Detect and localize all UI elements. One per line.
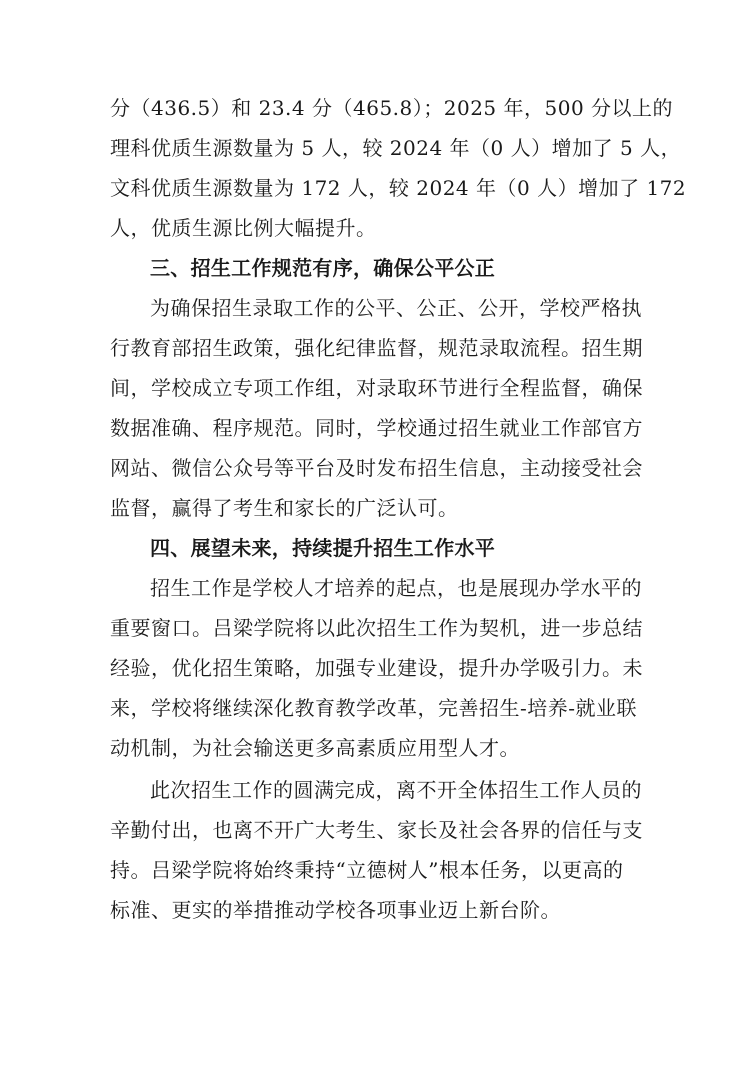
paragraph-line: 辛勤付出，也离不开广大考生、家长及社会各界的信任与支	[110, 818, 643, 842]
paragraph-line: 此次招生工作的圆满完成，离不开全体招生工作人员的	[150, 778, 642, 802]
paragraph-line: 重要窗口。吕梁学院将以此次招生工作为契机，进一步总结	[110, 616, 643, 640]
paragraph-line: 人，优质生源比例大幅提升。	[110, 216, 377, 240]
section-heading-3: 三、招生工作规范有序，确保公平公正	[150, 256, 496, 280]
paragraph-line: 标准、更实的举措推动学校各项事业迈上新台阶。	[110, 898, 561, 922]
paragraph-line: 动机制，为社会输送更多高素质应用型人才。	[110, 736, 520, 760]
paragraph-line: 行教育部招生政策，强化纪律监督，规范录取流程。招生期	[110, 336, 643, 360]
paragraph-line: 间，学校成立专项工作组，对录取环节进行全程监督，确保	[110, 376, 643, 400]
paragraph-line: 持。吕梁学院将始终秉持“立德树人”根本任务，以更高的	[110, 858, 624, 882]
paragraph-line: 经验，优化招生策略，加强专业建设，提升办学吸引力。未	[110, 656, 643, 680]
paragraph-line: 理科优质生源数量为 5 人，较 2024 年（0 人）增加了 5 人，	[110, 136, 682, 160]
paragraph-line: 数据准确、程序规范。同时，学校通过招生就业工作部官方	[110, 416, 643, 440]
paragraph-line: 文科优质生源数量为 172 人，较 2024 年（0 人）增加了 172	[110, 176, 687, 200]
section-heading-4: 四、展望未来，持续提升招生工作水平	[150, 536, 496, 560]
paragraph-line: 分（436.5）和 23.4 分（465.8）；2025 年，500 分以上的	[110, 96, 674, 120]
paragraph-line: 网站、微信公众号等平台及时发布招生信息，主动接受社会	[110, 456, 643, 480]
paragraph-line: 招生工作是学校人才培养的起点，也是展现办学水平的	[150, 576, 642, 600]
paragraph-line: 来，学校将继续深化教育教学改革，完善招生-培养-就业联	[110, 696, 638, 720]
paragraph-line: 为确保招生录取工作的公平、公正、公开，学校严格执	[150, 296, 642, 320]
paragraph-line: 监督，赢得了考生和家长的广泛认可。	[110, 496, 459, 520]
